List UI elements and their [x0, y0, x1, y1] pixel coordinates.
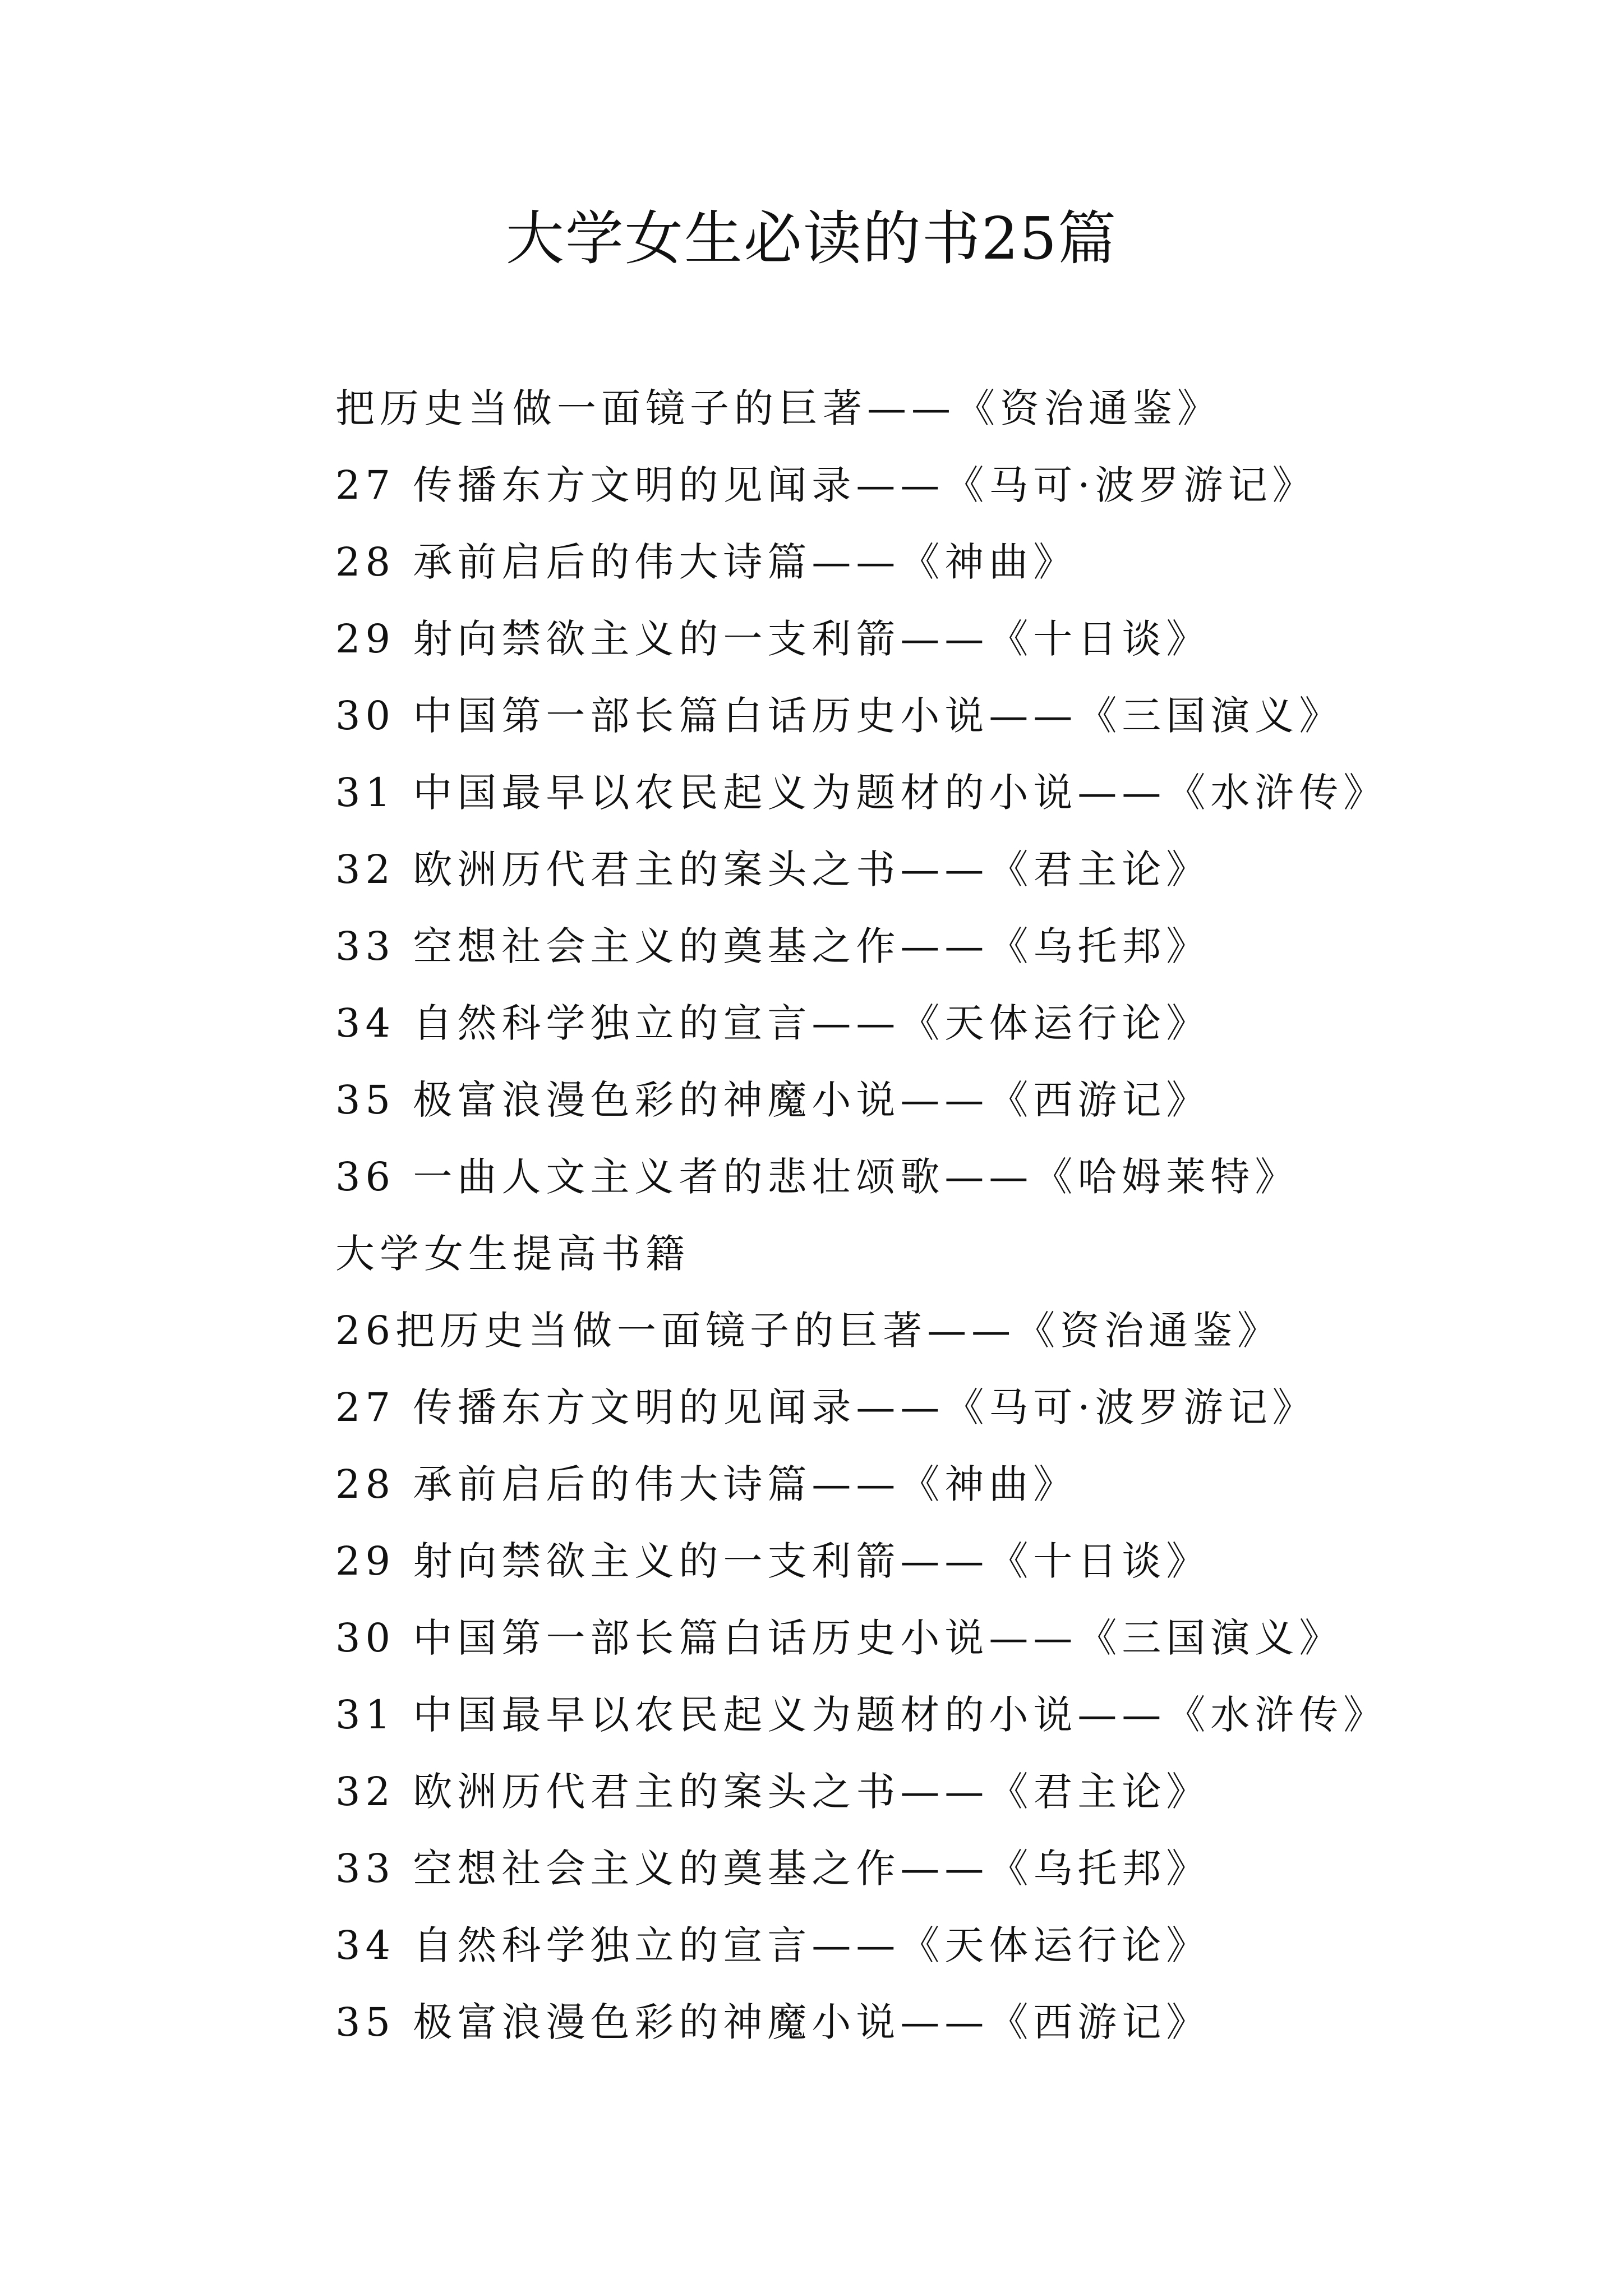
- list-line: 33 空想社会主义的奠基之作——《乌托邦》: [335, 1846, 1211, 1892]
- list-line: 29 射向禁欲主义的一支利箭——《十日谈》: [335, 1538, 1211, 1584]
- list-line: 26把历史当做一面镜子的巨著——《资治通鉴》: [335, 1308, 1282, 1354]
- list-line: 30 中国第一部长篇白话历史小说——《三国演义》: [335, 693, 1344, 739]
- book-list: [335, 370, 1569, 2061]
- list-line: 把历史当做一面镜子的巨著——《资治通鉴》: [335, 385, 1221, 431]
- list-line: 35 极富浪漫色彩的神魔小说——《西游记》: [335, 1999, 1211, 2045]
- list-line: 32 欧洲历代君主的案头之书——《君主论》: [335, 846, 1211, 892]
- list-line: 29 射向禁欲主义的一支利箭——《十日谈》: [335, 616, 1211, 662]
- list-line: 34 自然科学独立的宣言——《天体运行论》: [335, 1000, 1211, 1046]
- list-line: 28 承前启后的伟大诗篇——《神曲》: [335, 539, 1078, 585]
- list-line: 36 一曲人文主义者的悲壮颂歌——《哈姆莱特》: [335, 1154, 1299, 1200]
- list-line: 31 中国最早以农民起义为题材的小说——《水浒传》: [335, 1692, 1388, 1738]
- list-line: 30 中国第一部长篇白话历史小说——《三国演义》: [335, 1615, 1344, 1661]
- list-line: 31 中国最早以农民起义为题材的小说——《水浒传》: [335, 770, 1388, 816]
- list-line: 35 极富浪漫色彩的神魔小说——《西游记》: [335, 1077, 1211, 1123]
- list-line: 33 空想社会主义的奠基之作——《乌托邦》: [335, 923, 1211, 969]
- section-heading: 大学女生提高书籍: [335, 1231, 690, 1277]
- list-line: 32 欧洲历代君主的案头之书——《君主论》: [335, 1769, 1211, 1815]
- document-title: 大学女生必读的书25篇: [505, 204, 1118, 273]
- list-line: 34 自然科学独立的宣言——《天体运行论》: [335, 1922, 1211, 1968]
- list-line: 27 传播东方文明的见闻录——《马可·波罗游记》: [335, 462, 1317, 508]
- list-line: 28 承前启后的伟大诗篇——《神曲》: [335, 1461, 1078, 1507]
- list-line: 27 传播东方文明的见闻录——《马可·波罗游记》: [335, 1384, 1317, 1430]
